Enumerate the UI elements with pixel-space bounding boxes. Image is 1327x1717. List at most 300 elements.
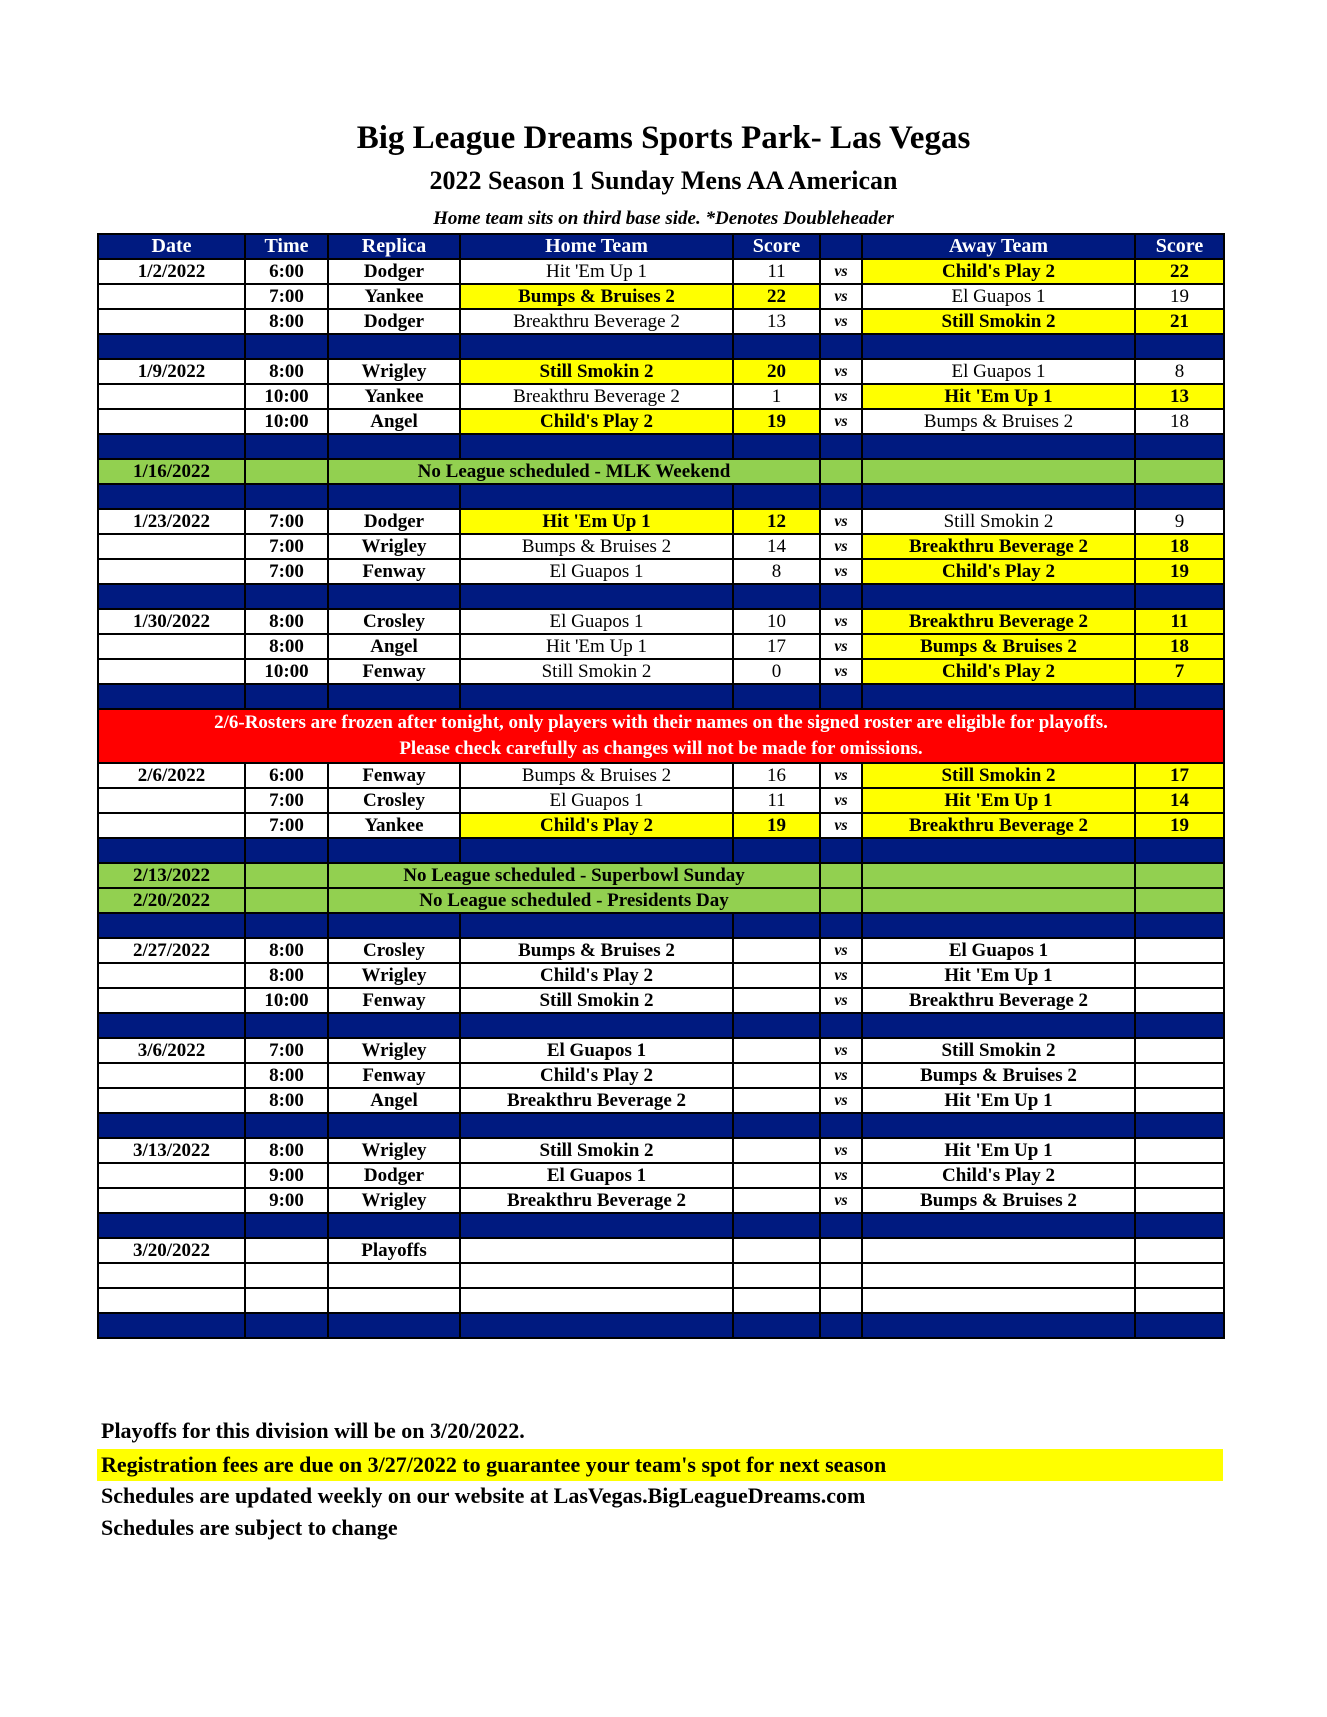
- home-score-cell: [733, 963, 820, 988]
- vs-cell: vs: [820, 659, 862, 684]
- separator-cell: [820, 913, 862, 938]
- col-header-time: Time: [245, 234, 328, 259]
- away-team-cell: Bumps & Bruises 2: [862, 634, 1135, 659]
- roster-alert: [98, 709, 1224, 763]
- away-score-cell: 9: [1135, 509, 1224, 534]
- vs-cell: vs: [820, 813, 862, 838]
- separator-cell: [460, 684, 733, 709]
- date-cell: [98, 813, 245, 838]
- date-cell: 3/6/2022: [98, 1038, 245, 1063]
- replica-cell: Wrigley: [328, 1138, 460, 1163]
- separator-cell: [98, 334, 245, 359]
- away-score-cell: [1135, 1088, 1224, 1113]
- col-header-away-score: Score: [1135, 234, 1224, 259]
- time-cell: 8:00: [245, 1063, 328, 1088]
- time-cell: 10:00: [245, 988, 328, 1013]
- game-row: [98, 1088, 1224, 1113]
- away-team-cell: El Guapos 1: [862, 359, 1135, 384]
- home-score-cell: [733, 1288, 820, 1313]
- date-cell: [98, 309, 245, 334]
- separator-cell: [245, 1113, 328, 1138]
- separator-cell: [820, 484, 862, 509]
- time-cell: 7:00: [245, 509, 328, 534]
- away-score-cell: [1135, 1038, 1224, 1063]
- home-team-cell: Still Smokin 2: [460, 659, 733, 684]
- vs-cell: vs: [820, 1063, 862, 1088]
- game-row: [98, 309, 1224, 334]
- date-cell: [98, 1063, 245, 1088]
- away-team-cell: Breakthru Beverage 2: [862, 988, 1135, 1013]
- replica-cell: Fenway: [328, 1063, 460, 1088]
- page-title: Big League Dreams Sports Park- Las Vegas: [356, 120, 971, 156]
- separator-cell: [245, 1213, 328, 1238]
- change-note: Schedules are subject to change: [101, 1515, 398, 1540]
- col-header-home-team: Home Team: [460, 234, 733, 259]
- website-note: Schedules are updated weekly on our website at LasVegas.BigLeagueDreams.com: [101, 1483, 866, 1508]
- away-score-cell: [1135, 863, 1224, 888]
- col-header-replica: Replica: [328, 234, 460, 259]
- time-cell: 7:00: [245, 1038, 328, 1063]
- time-cell: 8:00: [245, 309, 328, 334]
- replica-cell: Dodger: [328, 509, 460, 534]
- away-team-cell: Still Smokin 2: [862, 309, 1135, 334]
- time-cell: 7:00: [245, 788, 328, 813]
- vs-cell: vs: [820, 609, 862, 634]
- playoffs-note: Playoffs for this division will be on 3/20/2022.: [101, 1418, 525, 1443]
- date-cell: 1/2/2022: [98, 259, 245, 284]
- date-cell: 1/30/2022: [98, 609, 245, 634]
- separator-cell: [820, 334, 862, 359]
- vs-cell: vs: [820, 988, 862, 1013]
- separator-row: [98, 434, 1224, 459]
- replica-cell: Yankee: [328, 284, 460, 309]
- away-score-cell: [1135, 988, 1224, 1013]
- separator-row: [98, 484, 1224, 509]
- home-team-note: Home team sits on third base side. *Denotes Doubleheader: [433, 208, 894, 229]
- home-team-cell: El Guapos 1: [460, 1163, 733, 1188]
- away-team-cell: [862, 459, 1135, 484]
- separator-cell: [98, 1013, 245, 1038]
- time-cell: 8:00: [245, 609, 328, 634]
- away-score-cell: 18: [1135, 534, 1224, 559]
- replica-cell: Fenway: [328, 659, 460, 684]
- separator-cell: [862, 584, 1135, 609]
- game-row: [98, 384, 1224, 409]
- replica-cell: [328, 1288, 460, 1313]
- separator-cell: [733, 484, 820, 509]
- home-score-cell: 0: [733, 659, 820, 684]
- separator-cell: [328, 1313, 460, 1338]
- game-row: [98, 813, 1224, 838]
- away-score-cell: 7: [1135, 659, 1224, 684]
- game-row: [98, 1138, 1224, 1163]
- vs-cell: [820, 888, 862, 913]
- separator-cell: [1135, 1013, 1224, 1038]
- replica-cell: Yankee: [328, 813, 460, 838]
- away-score-cell: [1135, 1138, 1224, 1163]
- home-score-cell: 20: [733, 359, 820, 384]
- vs-cell: vs: [820, 963, 862, 988]
- away-team-cell: [862, 863, 1135, 888]
- home-team-cell: Bumps & Bruises 2: [460, 534, 733, 559]
- date-cell: [98, 1263, 245, 1288]
- home-score-cell: [733, 1088, 820, 1113]
- date-cell: [98, 1088, 245, 1113]
- date-cell: [98, 534, 245, 559]
- time-cell: 7:00: [245, 813, 328, 838]
- away-team-cell: Hit 'Em Up 1: [862, 1138, 1135, 1163]
- separator-cell: [328, 484, 460, 509]
- away-score-cell: 22: [1135, 259, 1224, 284]
- time-cell: 6:00: [245, 763, 328, 788]
- vs-cell: vs: [820, 1038, 862, 1063]
- home-score-cell: [733, 1263, 820, 1288]
- separator-cell: [862, 913, 1135, 938]
- no-league-row: [98, 888, 1224, 913]
- separator-cell: [98, 1113, 245, 1138]
- date-cell: [98, 284, 245, 309]
- time-cell: 9:00: [245, 1163, 328, 1188]
- vs-cell: vs: [820, 384, 862, 409]
- no-league-row: [98, 863, 1224, 888]
- separator-cell: [460, 1313, 733, 1338]
- away-team-cell: Hit 'Em Up 1: [862, 963, 1135, 988]
- separator-cell: [460, 1013, 733, 1038]
- separator-cell: [98, 484, 245, 509]
- separator-cell: [820, 1013, 862, 1038]
- time-cell: 7:00: [245, 284, 328, 309]
- separator-row: [98, 838, 1224, 863]
- game-row: [98, 1288, 1224, 1313]
- away-team-cell: Child's Play 2: [862, 1163, 1135, 1188]
- home-team-cell: Breakthru Beverage 2: [460, 1088, 733, 1113]
- roster-alert-row: [98, 709, 1224, 763]
- away-team-cell: [862, 1288, 1135, 1313]
- time-cell: 6:00: [245, 259, 328, 284]
- separator-cell: [245, 434, 328, 459]
- away-score-cell: 19: [1135, 559, 1224, 584]
- col-header-date: Date: [98, 234, 245, 259]
- time-cell: 9:00: [245, 1188, 328, 1213]
- separator-row: [98, 913, 1224, 938]
- away-team-cell: Child's Play 2: [862, 659, 1135, 684]
- home-score-cell: 14: [733, 534, 820, 559]
- away-team-cell: [862, 888, 1135, 913]
- separator-cell: [1135, 584, 1224, 609]
- away-team-cell: Bumps & Bruises 2: [862, 409, 1135, 434]
- game-row: [98, 763, 1224, 788]
- separator-cell: [862, 1213, 1135, 1238]
- separator-cell: [245, 1313, 328, 1338]
- separator-cell: [820, 1313, 862, 1338]
- vs-cell: vs: [820, 763, 862, 788]
- home-score-cell: [733, 1238, 820, 1263]
- date-cell: 1/9/2022: [98, 359, 245, 384]
- vs-cell: [820, 459, 862, 484]
- home-score-cell: 12: [733, 509, 820, 534]
- notice-text: No League scheduled - MLK Weekend: [328, 459, 820, 484]
- date-cell: [98, 1188, 245, 1213]
- separator-cell: [98, 1313, 245, 1338]
- replica-cell: Dodger: [328, 259, 460, 284]
- replica-cell: Dodger: [328, 309, 460, 334]
- home-score-cell: 11: [733, 259, 820, 284]
- date-cell: 2/13/2022: [98, 863, 245, 888]
- game-row: [98, 1188, 1224, 1213]
- date-cell: [98, 659, 245, 684]
- vs-cell: vs: [820, 1138, 862, 1163]
- away-team-cell: Child's Play 2: [862, 559, 1135, 584]
- home-score-cell: 13: [733, 309, 820, 334]
- replica-cell: Wrigley: [328, 534, 460, 559]
- replica-cell: Playoffs: [328, 1238, 460, 1263]
- home-score-cell: 8: [733, 559, 820, 584]
- time-cell: 10:00: [245, 659, 328, 684]
- separator-cell: [328, 838, 460, 863]
- time-cell: 7:00: [245, 534, 328, 559]
- away-score-cell: 11: [1135, 609, 1224, 634]
- separator-cell: [460, 838, 733, 863]
- separator-cell: [733, 334, 820, 359]
- replica-cell: Crosley: [328, 788, 460, 813]
- page-subtitle: 2022 Season 1 Sunday Mens AA American: [429, 166, 898, 195]
- vs-cell: vs: [820, 1188, 862, 1213]
- date-cell: 3/20/2022: [98, 1238, 245, 1263]
- game-row: [98, 1263, 1224, 1288]
- vs-cell: vs: [820, 309, 862, 334]
- away-score-cell: 18: [1135, 409, 1224, 434]
- game-row: [98, 963, 1224, 988]
- away-score-cell: 19: [1135, 284, 1224, 309]
- vs-cell: vs: [820, 938, 862, 963]
- date-cell: 1/23/2022: [98, 509, 245, 534]
- separator-cell: [733, 838, 820, 863]
- vs-cell: vs: [820, 534, 862, 559]
- date-cell: [98, 988, 245, 1013]
- separator-cell: [862, 434, 1135, 459]
- away-score-cell: 21: [1135, 309, 1224, 334]
- away-team-cell: Breakthru Beverage 2: [862, 534, 1135, 559]
- separator-cell: [862, 1113, 1135, 1138]
- separator-row: [98, 1013, 1224, 1038]
- separator-cell: [862, 484, 1135, 509]
- home-score-cell: 1: [733, 384, 820, 409]
- home-score-cell: 11: [733, 788, 820, 813]
- game-row: [98, 1063, 1224, 1088]
- away-team-cell: [862, 1238, 1135, 1263]
- replica-cell: Crosley: [328, 938, 460, 963]
- separator-cell: [328, 913, 460, 938]
- home-score-cell: 19: [733, 409, 820, 434]
- separator-cell: [460, 1213, 733, 1238]
- home-team-cell: Breakthru Beverage 2: [460, 309, 733, 334]
- away-score-cell: [1135, 1063, 1224, 1088]
- home-score-cell: 16: [733, 763, 820, 788]
- date-cell: 3/13/2022: [98, 1138, 245, 1163]
- home-team-cell: Child's Play 2: [460, 963, 733, 988]
- away-team-cell: Breakthru Beverage 2: [862, 609, 1135, 634]
- separator-cell: [328, 584, 460, 609]
- vs-cell: [820, 1238, 862, 1263]
- vs-cell: [820, 1263, 862, 1288]
- time-cell: [245, 888, 328, 913]
- replica-cell: Wrigley: [328, 963, 460, 988]
- vs-cell: vs: [820, 1163, 862, 1188]
- separator-cell: [1135, 684, 1224, 709]
- separator-cell: [820, 838, 862, 863]
- time-cell: [245, 863, 328, 888]
- date-cell: 2/20/2022: [98, 888, 245, 913]
- roster-alert-line-2: Please check carefully as changes will not be made for omissions.: [399, 738, 923, 759]
- separator-cell: [1135, 913, 1224, 938]
- separator-row: [98, 1213, 1224, 1238]
- separator-row: [98, 334, 1224, 359]
- separator-cell: [820, 584, 862, 609]
- away-team-cell: Bumps & Bruises 2: [862, 1063, 1135, 1088]
- separator-cell: [245, 838, 328, 863]
- time-cell: [245, 1288, 328, 1313]
- home-score-cell: 19: [733, 813, 820, 838]
- date-cell: [98, 1163, 245, 1188]
- separator-cell: [460, 913, 733, 938]
- away-score-cell: [1135, 459, 1224, 484]
- replica-cell: Angel: [328, 1088, 460, 1113]
- home-team-cell: Child's Play 2: [460, 1063, 733, 1088]
- separator-cell: [460, 484, 733, 509]
- game-row: [98, 1038, 1224, 1063]
- separator-cell: [1135, 1113, 1224, 1138]
- date-cell: [98, 384, 245, 409]
- away-score-cell: 19: [1135, 813, 1224, 838]
- home-team-cell: Child's Play 2: [460, 813, 733, 838]
- time-cell: 7:00: [245, 559, 328, 584]
- away-score-cell: [1135, 963, 1224, 988]
- separator-cell: [245, 334, 328, 359]
- home-team-cell: Bumps & Bruises 2: [460, 938, 733, 963]
- home-team-cell: Bumps & Bruises 2: [460, 763, 733, 788]
- home-score-cell: 22: [733, 284, 820, 309]
- time-cell: [245, 459, 328, 484]
- home-team-cell: Hit 'Em Up 1: [460, 634, 733, 659]
- separator-cell: [733, 684, 820, 709]
- separator-cell: [98, 434, 245, 459]
- separator-cell: [245, 484, 328, 509]
- game-row: [98, 659, 1224, 684]
- separator-cell: [328, 1213, 460, 1238]
- separator-cell: [1135, 1213, 1224, 1238]
- game-row: [98, 409, 1224, 434]
- col-header-vs: [820, 234, 862, 259]
- time-cell: 10:00: [245, 384, 328, 409]
- home-score-cell: 17: [733, 634, 820, 659]
- col-header-away-team: Away Team: [862, 234, 1135, 259]
- home-team-cell: [460, 1288, 733, 1313]
- away-team-cell: El Guapos 1: [862, 938, 1135, 963]
- notice-text: No League scheduled - Superbowl Sunday: [328, 863, 820, 888]
- away-score-cell: 14: [1135, 788, 1224, 813]
- away-team-cell: Hit 'Em Up 1: [862, 1088, 1135, 1113]
- separator-cell: [98, 1213, 245, 1238]
- home-score-cell: [733, 1038, 820, 1063]
- separator-cell: [1135, 434, 1224, 459]
- replica-cell: Fenway: [328, 559, 460, 584]
- home-team-cell: Hit 'Em Up 1: [460, 259, 733, 284]
- game-row: [98, 359, 1224, 384]
- home-score-cell: [733, 1063, 820, 1088]
- away-score-cell: [1135, 1188, 1224, 1213]
- game-row: [98, 988, 1224, 1013]
- time-cell: 10:00: [245, 409, 328, 434]
- game-row: [98, 1163, 1224, 1188]
- separator-cell: [245, 584, 328, 609]
- home-score-cell: [733, 1163, 820, 1188]
- time-cell: [245, 1238, 328, 1263]
- vs-cell: [820, 863, 862, 888]
- separator-row: [98, 684, 1224, 709]
- table-header-row: [98, 234, 1224, 259]
- away-team-cell: El Guapos 1: [862, 284, 1135, 309]
- home-team-cell: El Guapos 1: [460, 609, 733, 634]
- replica-cell: Wrigley: [328, 359, 460, 384]
- away-team-cell: Hit 'Em Up 1: [862, 384, 1135, 409]
- separator-cell: [460, 584, 733, 609]
- date-cell: 1/16/2022: [98, 459, 245, 484]
- separator-cell: [245, 913, 328, 938]
- home-team-cell: Still Smokin 2: [460, 359, 733, 384]
- home-team-cell: Breakthru Beverage 2: [460, 384, 733, 409]
- replica-cell: Fenway: [328, 763, 460, 788]
- replica-cell: Angel: [328, 634, 460, 659]
- separator-cell: [733, 584, 820, 609]
- vs-cell: [820, 1288, 862, 1313]
- notice-text: No League scheduled - Presidents Day: [328, 888, 820, 913]
- schedule-body: [98, 259, 1224, 1338]
- separator-cell: [98, 838, 245, 863]
- home-team-cell: [460, 1263, 733, 1288]
- away-team-cell: Still Smokin 2: [862, 509, 1135, 534]
- vs-cell: vs: [820, 284, 862, 309]
- separator-cell: [733, 1113, 820, 1138]
- separator-cell: [733, 913, 820, 938]
- time-cell: 8:00: [245, 938, 328, 963]
- date-cell: [98, 634, 245, 659]
- away-score-cell: 13: [1135, 384, 1224, 409]
- separator-cell: [245, 1013, 328, 1038]
- roster-alert-line-1: 2/6-Rosters are frozen after tonight, only players with their names on the signed roster are eligible for playoffs.: [214, 712, 1108, 733]
- time-cell: [245, 1263, 328, 1288]
- away-team-cell: Child's Play 2: [862, 259, 1135, 284]
- separator-cell: [733, 1313, 820, 1338]
- separator-row: [98, 1313, 1224, 1338]
- time-cell: 8:00: [245, 634, 328, 659]
- time-cell: 8:00: [245, 1088, 328, 1113]
- separator-cell: [733, 1013, 820, 1038]
- separator-cell: [820, 1113, 862, 1138]
- separator-row: [98, 584, 1224, 609]
- time-cell: 8:00: [245, 359, 328, 384]
- away-score-cell: 17: [1135, 763, 1224, 788]
- game-row: [98, 559, 1224, 584]
- home-score-cell: [733, 938, 820, 963]
- separator-cell: [733, 434, 820, 459]
- vs-cell: vs: [820, 1088, 862, 1113]
- home-team-cell: El Guapos 1: [460, 559, 733, 584]
- home-score-cell: [733, 1138, 820, 1163]
- replica-cell: Wrigley: [328, 1188, 460, 1213]
- vs-cell: vs: [820, 359, 862, 384]
- game-row: [98, 259, 1224, 284]
- separator-cell: [460, 1113, 733, 1138]
